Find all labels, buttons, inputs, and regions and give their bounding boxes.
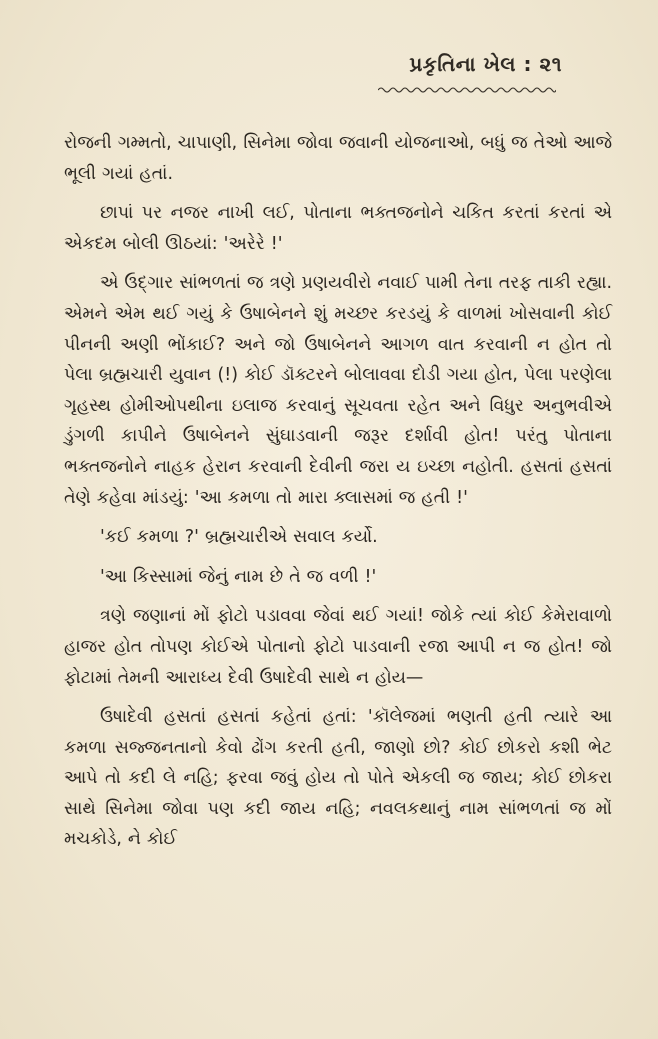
paragraph: રોજની ગમ્મતો, ચાપાણી, સિનેમા જોવા જવાની યોજનાઓ, બધું જ તેઓ આજે ભૂલી ગયાં હતાં. — [64, 133, 612, 184]
paragraph: 'આ કિસ્સામાં જેનું નામ છે તે જ વળી !' — [100, 566, 377, 587]
paragraph: 'કઈ કમળા ?' બ્રહ્મચારીએ સવાલ કર્યો. — [100, 527, 378, 548]
paragraph: એ ઉદ્‌ગાર સાંભળતાં જ ત્રણે પ્રણયવીરો નવાઈ પામી તેના તરફ તાકી રહ્યા. એમને એમ થઈ ગયું કે ઉષાબેનને શું મચ્છર કરડયું કે વાળમાં ખોસવાની કોઈ પીનની અણી ભોંકાઈ? અને જો ઉષાબેનને આગળ વાત કરવાની ન હોત તો પેલા બ્રહ્મચારી યુવાન (!) કોઈ ડૉક્ટરને બોલાવવા દોડી ગયા હોત, પેલા પરણેલા ગૃહસ્થ હોમીઓપથીના ઇલાજ કરવાનું સૂચવતા રહેત અને વિધુર અનુભવીએ ડુંગળી કાપીને ઉષાબેનને સુંઘાડવાની જરૂર દર્શાવી હોત! પરંતુ પોતાના ભક્તજનોને નાહક હેરાન કરવાની દેવીની જરા ય ઇચ્છા નહોતી. હસતાં હસતાં તેણે કહેવા માંડયું: 'આ કમળા તો મારા ક્લાસમાં જ હતી !' — [64, 273, 612, 508]
header-wavy-rule — [378, 86, 556, 94]
running-header: પ્રકૃતિના ખેલ : ૨૧ — [409, 52, 562, 76]
paragraph: છાપાં પર નજર નાખી લઈ, પોતાના ભક્તજનોને ચકિત કરતાં કરતાં એ એકદમ બોલી ઊઠયાં: 'અરેરે !' — [64, 203, 612, 254]
page-body-text — [64, 128, 612, 864]
paragraph: ઉષાદેવી હસતાં હસતાં કહેતાં હતાં: 'કૉલેજમાં ભણતી હતી ત્યારે આ કમળા સજ્જનતાનો કેવો ઢોંગ કરતી હતી, જાણો છો? કોઈ છોકરો કશી ભેટ આપે તો કદી લે નહિ; ફરવા જવું હોય તો પોતે એકલી જ જાય; કોઈ છોકરા સાથે સિનેમા જોવા પણ કદી જાય નહિ; નવલકથાનું નામ સાંભળતાં જ મોં મચકોડે, ને કોઈ — [64, 707, 612, 850]
paragraph: ત્રણે જણાનાં મોં ફોટો પડાવવા જેવાં થઈ ગયાં! જોકે ત્યાં કોઈ કેમેરાવાળો હાજર હોત તોપણ કોઈએ પોતાનો ફોટો પાડવાની રજા આપી ન જ હોત! જો ફોટામાં તેમની આરાધ્ય દેવી ઉષાદેવી સાથે ન હોય— — [64, 606, 612, 688]
